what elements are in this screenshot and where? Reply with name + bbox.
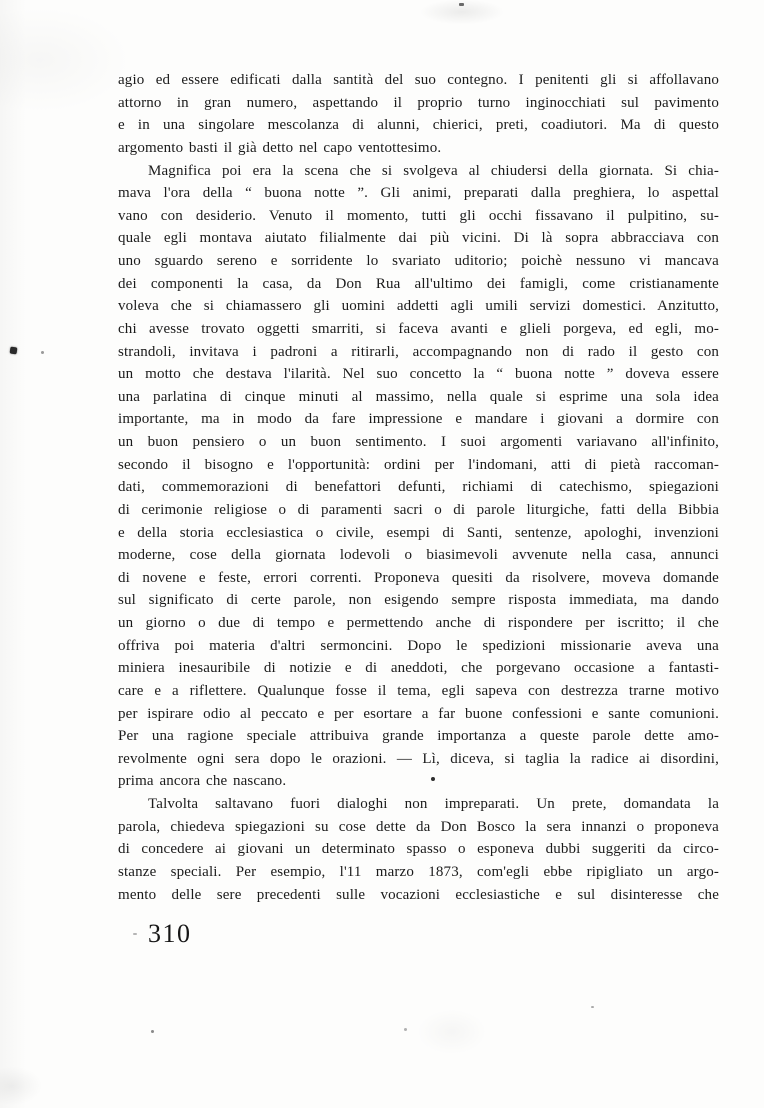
text-line: Magnifica poi era la scena che si svolgeva al chiudersi della giornata. Si chia- [148,162,719,179]
text-line: mento delle sere precedenti sulle vocazioni ecclesiastiche e sul disinteresse che [118,886,719,903]
text-line: vano con desiderio. Venuto il momento, tutti gli occhi fissavano il pulpitino, su- [118,207,719,224]
text-line: parola, chiedeva spiegazioni su cose dette da Don Bosco la sera innanzi o proponeva [118,818,719,835]
text-line: Per una ragione speciale attribuiva grande importanza a queste parole dette amo- [118,728,719,745]
text-line: e in una singolare mescolanza di alunni, chierici, preti, coadiutori. Ma di questo [118,117,719,134]
text-line: sul significato di certe parole, non esigendo sempre risposta immediata, ma dando [118,592,719,609]
ink-speck [10,347,18,355]
text-line: di novene e feste, errori correnti. Proponeva quesiti da risolvere, moveva domande [118,569,719,586]
text-line: agio ed essere edificati dalla santità del suo contegno. I penitenti gli si affollavano [118,72,719,88]
text-line: secondo il bisogno e l'opportunità: ordini per l'indomani, atti di pietà raccoman- [118,456,719,473]
text-line: offriva poi materia d'altri sermoncini. Dopo le spedizioni missionarie aveva una [118,637,719,654]
text-line: Talvolta saltavano fuori dialoghi non impreparati. Un prete, domandata la [148,796,719,812]
text-line: importante, ma in modo da fare impressione e mandare i giovani a dormire con [118,411,719,428]
text-line: attorno in gran numero, aspettando il proprio turno inginocchiati sul pavimento [118,94,719,111]
ink-speck [151,1030,154,1033]
text-line: dati, commemorazioni di benefattori defunti, richiami di catechismo, spiegazioni [118,479,719,496]
text-line: e della storia ecclesiastica o civile, esempi di Santi, sentenze, apologhi, invenzioni [118,524,719,541]
page-text [118,69,719,906]
text-line: prima ancora che nascano. [118,773,287,790]
text-line: dei componenti la casa, da Don Rua all'ultimo dei famigli, come cristianamente [118,275,719,292]
text-line: moderne, cose della giornata lodevoli o biasimevoli avvenute nella casa, annunci [118,547,719,564]
text-line: per ispirare odio al peccato e per esortare a far buone confessioni e sante comunioni. [118,705,719,722]
text-line: care e a riflettere. Qualunque fosse il tema, egli sapeva con destrezza trarne motivo [118,682,719,699]
text-line: chi avesse trovato oggetti smarriti, si faceva avanti e glieli porgeva, ed egli, mo- [118,320,719,337]
text-line: di cerimonie religiose o di paramenti sacri o di parole liturgiche, fatti della Bibbia [118,501,719,518]
text-line: strandoli, invitava i padroni a ritirarli, accompagnando non di rado il gesto con [118,343,719,360]
text-line: mava l'ora della “ buona notte ”. Gli animi, preparati dalla preghiera, lo aspettal [118,185,719,202]
text-line: di concedere ai giovani un determinato spasso o esponeva dubbi suggeriti da circo- [118,841,719,858]
text-line: voleva che si chiamassero gli uomini addetti agli umili servizi domestici. Anzitutto, [118,298,719,315]
ink-speck [591,1006,594,1008]
ink-speck [459,3,464,6]
ink-speck [404,1028,407,1031]
text-line: una parlatina di cinque minuti al massimo, nella quale si esprime una sola idea [118,388,719,405]
text-line: un buon pensiero o un buon sentimento. I suoi argomenti variavano all'infinito, [118,434,719,450]
text-line: revolmente ogni sera dopo le orazioni. — Lì, diceva, si taglia la radice ai disordini, [118,750,719,767]
ink-speck [133,933,137,935]
page-number: 310 [148,919,192,948]
text-line: stanze speciali. Per esempio, l'11 marzo 1873, com'egli ebbe ripigliato un argo- [118,863,719,880]
text-line: argomento basti il già detto nel capo ventottesimo. [118,139,442,156]
text-line: un motto che destava l'ilarità. Nel suo concetto la “ buona notte ” doveva essere [118,366,719,383]
text-line: quale egli montava aiutato filialmente dai più vicini. Di là sopra abbracciava con [118,230,719,247]
text-line: miniera inesauribile di notizie e di aneddoti, che porgevano occasione a fantasti- [118,660,719,677]
text-line: un giorno o due di tempo e permettendo anche di rispondere per iscritto; il che [118,615,719,631]
text-line: uno sguardo sereno e sorridente lo svariato uditorio; poichè nessuno vi mancava [118,253,719,269]
ink-speck [41,351,44,354]
